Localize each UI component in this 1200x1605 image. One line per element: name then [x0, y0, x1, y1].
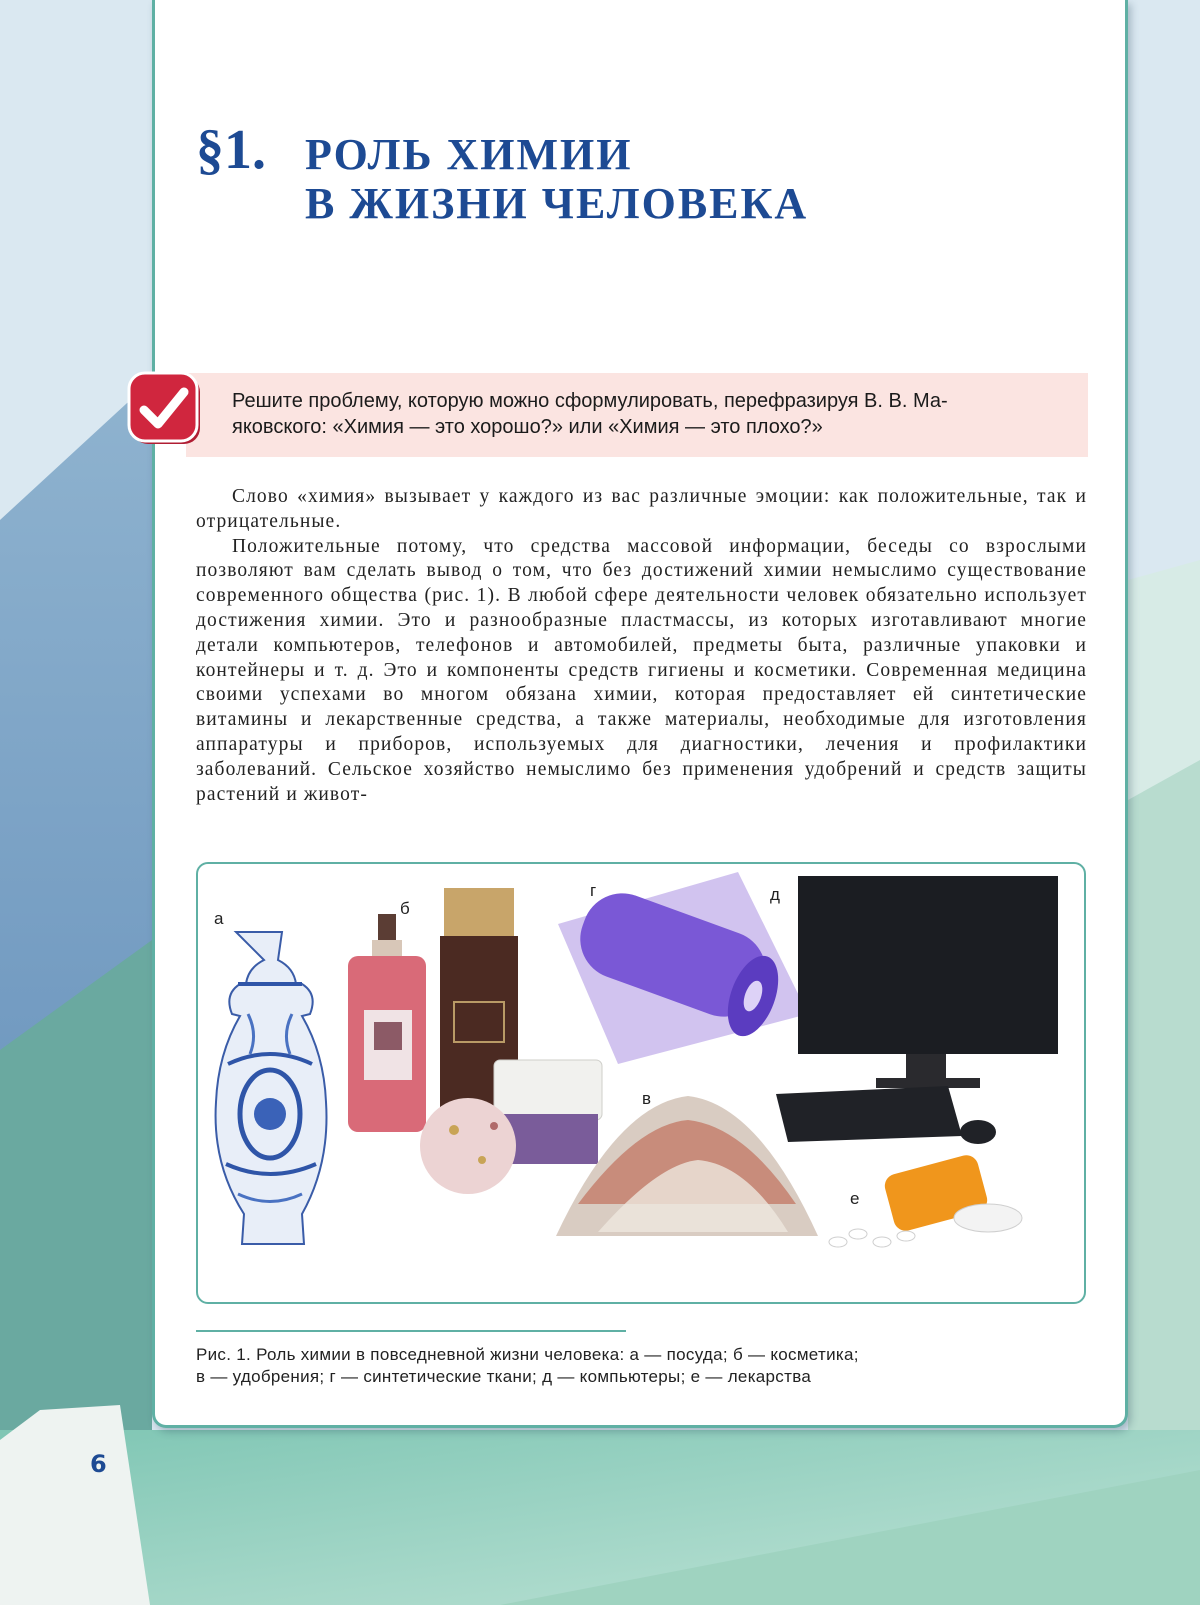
problem-line-2: яковского: «Химия — это хорошо?» или «Химия — это плохо?»	[232, 416, 823, 438]
figure-label-v: в	[642, 1089, 652, 1108]
body-text	[196, 485, 1087, 807]
perfume-bottle-image	[348, 914, 426, 1132]
figure-label-d: д	[770, 885, 780, 904]
figure-label-a: а	[214, 909, 224, 928]
caption-line-1: Рис. 1. Роль химии в повседневной жизни человека: а — посуда; б — косметика;	[196, 1345, 859, 1364]
problem-line-1: Решите проблему, которую можно сформулировать, перефразируя В. В. Ма-	[232, 390, 948, 412]
figure-illustration	[198, 864, 1086, 1304]
checkmark-icon	[126, 370, 206, 450]
porcelain-vase-image	[216, 932, 327, 1244]
section-title-line-2: В ЖИЗНИ ЧЕЛОВЕКА	[305, 179, 809, 228]
section-title-line-1: РОЛЬ ХИМИИ	[305, 130, 633, 179]
figure-label-g: г	[590, 881, 597, 900]
figure-label-b: б	[400, 899, 410, 918]
figure-caption	[196, 1344, 1016, 1388]
paragraph-2: Положительные потому, что средства массовой информации, беседы со взрослыми позволяют вам сделать вывод о том, что без достижений химии немыслимо существование современного общества (рис. 1). В любой сфере деятельности человек обязательно использует достижения химии. Это и разнообразные пластмассы, из которых изготавливают многие детали компьютеров, телефонов и автомобилей, предметы быта, различные упаковки и контейнеры и т. д. Это и компоненты средств гигиены и косметики. Современная медицина своими успехами во многом обязана химии, которая предоставляет ей синтетические витамины и лекарственные средства, а также материалы, необходимые для изготовления аппаратуры и приборов, используемых для диагностики, лечения и профилактики заболеваний. Сельское хозяйство немыслимо без применения удобрений и средств защиты растений и живот-	[196, 535, 1087, 805]
problem-statement	[232, 388, 1082, 440]
bath-bomb-image	[420, 1098, 516, 1194]
caption-divider	[196, 1330, 626, 1332]
page-number: 6	[90, 1450, 107, 1478]
computer-monitor-image	[776, 876, 1058, 1144]
caption-line-2: в — удобрения; г — синтетические ткани; д — компьютеры; е — лекарства	[196, 1367, 812, 1386]
paragraph-1: Слово «химия» вызывает у каждого из вас различные эмоции: как положительные, так и отрицательные.	[196, 486, 1087, 532]
figure-label-e: е	[850, 1189, 860, 1208]
figure-1	[196, 862, 1086, 1304]
section-number: §1.	[196, 119, 266, 181]
